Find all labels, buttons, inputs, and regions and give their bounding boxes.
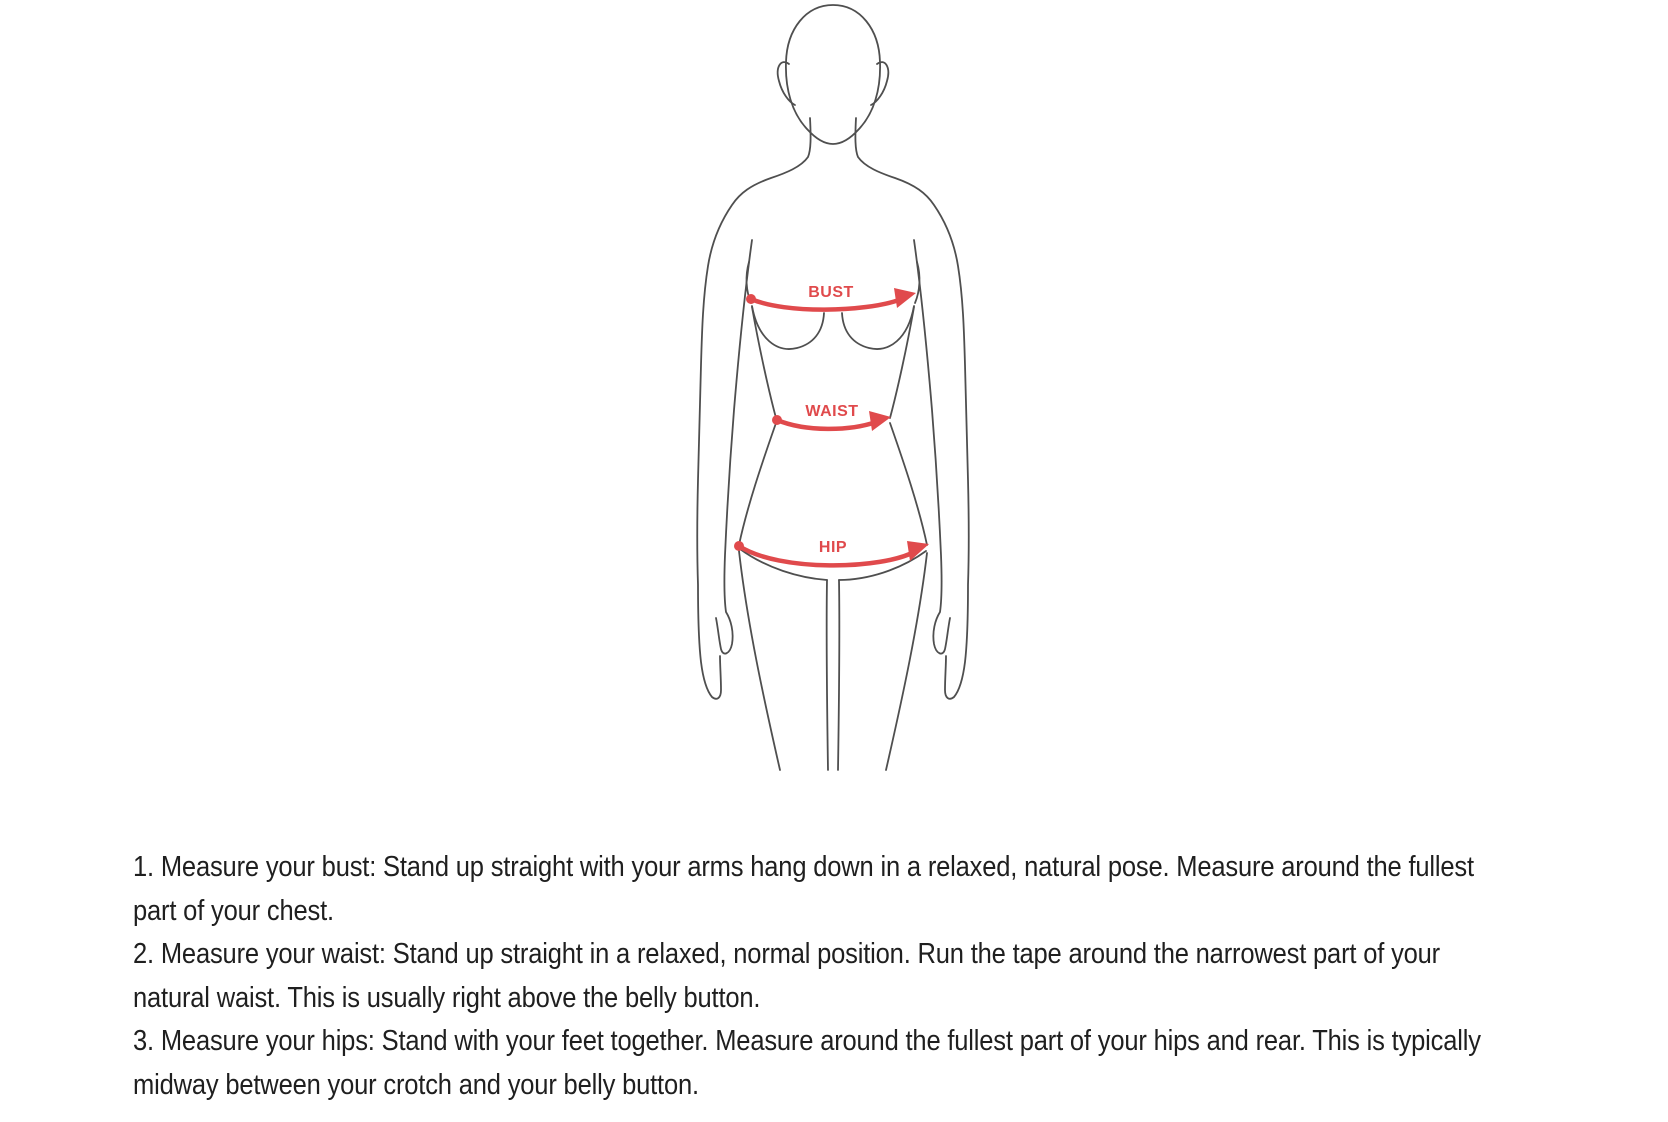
right-inner-thigh xyxy=(838,580,839,770)
left-waist-to-hip xyxy=(739,423,776,545)
left-bust-curve xyxy=(752,306,824,349)
hip-arrow-dot xyxy=(734,541,744,551)
left-neck-shoulder-arm xyxy=(697,118,810,699)
left-torso-side xyxy=(752,307,776,418)
hip-label: HIP xyxy=(818,539,848,556)
right-inner-arm-hand xyxy=(914,240,950,654)
measurement-instructions xyxy=(133,846,1481,1107)
right-torso-side xyxy=(890,307,914,418)
right-bust-curve xyxy=(842,306,914,349)
instruction-line: 2. Measure your waist: Stand up straight in a relaxed, normal position. Run the tape around the narrowest part of your xyxy=(133,938,1441,970)
measurement-labels xyxy=(805,284,858,556)
left-outer-thigh xyxy=(739,551,780,770)
waist-label: WAIST xyxy=(805,403,859,420)
left-inner-arm-hand xyxy=(716,240,752,654)
head-outline xyxy=(786,5,880,144)
instruction-item-waist xyxy=(133,933,1481,1020)
measurement-arrows xyxy=(734,288,929,565)
bust-arrowhead xyxy=(894,288,916,308)
bust-label: BUST xyxy=(808,284,854,301)
bust-arrow-dot xyxy=(746,294,756,304)
right-outer-thigh xyxy=(886,553,927,770)
instruction-item-hips xyxy=(133,1020,1481,1107)
instruction-line: midway between your crotch and your belly button. xyxy=(133,1068,699,1101)
instruction-line: 3. Measure your hips: Stand with your feet together. Measure around the fullest part of your hips and rear. This is typically xyxy=(133,1025,1481,1057)
waist-arrow-dot xyxy=(772,415,782,425)
left-inner-thigh xyxy=(827,580,828,770)
right-neck-shoulder-arm xyxy=(855,118,968,699)
body-outline xyxy=(697,5,969,770)
instruction-line: natural waist. This is usually right above the belly button. xyxy=(133,981,761,1014)
instruction-item-bust xyxy=(133,846,1481,933)
waist-arrow-line xyxy=(777,420,876,429)
right-waist-to-hip xyxy=(890,423,927,545)
waist-arrowhead xyxy=(869,411,891,431)
instruction-line: 1. Measure your bust: Stand up straight with your arms hang down in a relaxed, natural pose. Measure around the fullest xyxy=(133,851,1474,883)
instruction-line: part of your chest. xyxy=(133,894,334,927)
